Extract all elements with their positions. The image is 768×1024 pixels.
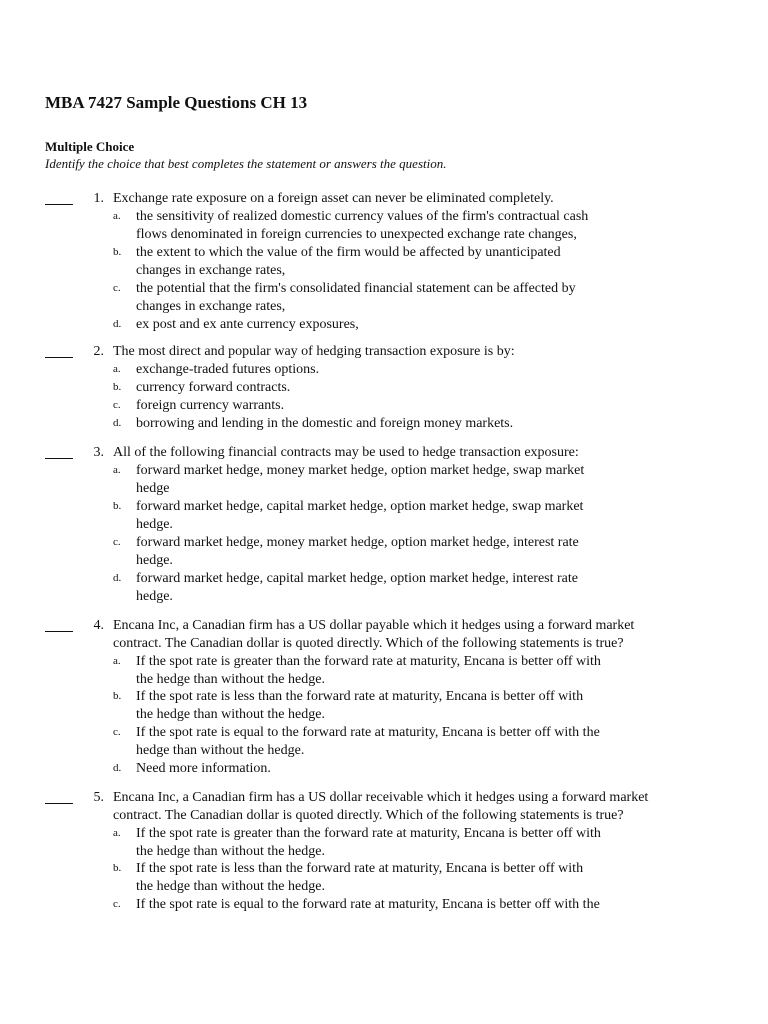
option-text: foreign currency warrants. [136, 398, 285, 413]
option-text: If the spot rate is equal to the forward rate at maturity, Encana is better off with the hedge than without the hedge. [136, 725, 600, 758]
page-title: MBA 7427 Sample Questions CH 13 [45, 93, 308, 112]
question-item [0, 617, 768, 797]
option-letter: b. [113, 246, 122, 258]
answer-blank[interactable] [45, 343, 73, 361]
option-letter: b. [113, 381, 122, 393]
option-text: exchange-traded futures options. [136, 362, 320, 377]
option-letter: c. [113, 536, 121, 548]
question-number: 5. [93, 790, 104, 805]
question-stem: All of the following financial contracts may be used to hedge transaction exposure: [113, 445, 579, 460]
option-text: the sensitivity of realized domestic currency values of the firm's contractual cash flows denominated in foreign currencies to unexpected exchange rate changes, [136, 209, 589, 242]
option-text: forward market hedge, capital market hedge, option market hedge, interest rate hedge. [136, 571, 578, 604]
question-item [0, 444, 768, 624]
option-letter: d. [113, 572, 122, 584]
option-letter: a. [113, 464, 121, 476]
option-text: Need more information. [136, 761, 271, 776]
option-letter: d. [113, 417, 122, 429]
question-number: 1. [93, 191, 104, 206]
question-number: 2. [93, 344, 104, 359]
option-letter: b. [113, 500, 122, 512]
option-text: If the spot rate is equal to the forward rate at maturity, Encana is better off with the [136, 897, 600, 912]
question-number: 4. [93, 618, 104, 633]
option-letter: d. [113, 318, 122, 330]
answer-blank[interactable] [45, 444, 73, 462]
option-text: forward market hedge, money market hedge, option market hedge, interest rate hedge. [136, 535, 579, 568]
option-letter: a. [113, 655, 121, 667]
question-stem: Exchange rate exposure on a foreign asset can never be eliminated completely. [113, 191, 554, 206]
question-number: 3. [93, 445, 104, 460]
option-text: If the spot rate is less than the forward rate at maturity, Encana is better off with the hedge than without the hedge. [136, 861, 584, 894]
option-letter: d. [113, 762, 122, 774]
question-item [0, 789, 768, 969]
option-text: currency forward contracts. [136, 380, 291, 395]
answer-blank[interactable] [45, 617, 73, 635]
option-text: If the spot rate is greater than the forward rate at maturity, Encana is better off with the hedge than without the hedge. [136, 654, 601, 687]
option-letter: c. [113, 282, 121, 294]
option-letter: c. [113, 399, 121, 411]
option-text: forward market hedge, money market hedge, option market hedge, swap market hedge [136, 463, 585, 496]
option-letter: a. [113, 827, 121, 839]
option-text: ex post and ex ante currency exposures, [136, 317, 359, 332]
option-letter: c. [113, 726, 121, 738]
question-stem: Encana Inc, a Canadian firm has a US dollar receivable which it hedges using a forward market contract. The Canadian dollar is quoted directly. Which of the following statements is true? [113, 790, 649, 823]
option-letter: b. [113, 862, 122, 874]
question-stem: Encana Inc, a Canadian firm has a US dollar payable which it hedges using a forward market contract. The Canadian dollar is quoted directly. Which of the following statements is true? [113, 618, 635, 651]
option-letter: b. [113, 690, 122, 702]
option-letter: c. [113, 898, 121, 910]
section-instructions: Identify the choice that best completes the statement or answers the question. [45, 156, 447, 171]
option-letter: a. [113, 210, 121, 222]
section-title: Multiple Choice [45, 139, 135, 154]
question-stem: The most direct and popular way of hedging transaction exposure is by: [113, 344, 515, 359]
answer-blank[interactable] [45, 789, 73, 807]
answer-blank[interactable] [45, 190, 73, 208]
option-text: If the spot rate is less than the forward rate at maturity, Encana is better off with the hedge than without the hedge. [136, 689, 584, 722]
option-text: the extent to which the value of the firm would be affected by unanticipated changes in exchange rates, [136, 245, 561, 278]
option-letter: a. [113, 363, 121, 375]
option-text: borrowing and lending in the domestic and foreign money markets. [136, 416, 514, 431]
option-text: the potential that the firm's consolidated financial statement can be affected by changes in exchange rates, [136, 281, 576, 314]
option-text: If the spot rate is greater than the forward rate at maturity, Encana is better off with the hedge than without the hedge. [136, 826, 601, 859]
option-text: forward market hedge, capital market hedge, option market hedge, swap market hedge. [136, 499, 584, 532]
